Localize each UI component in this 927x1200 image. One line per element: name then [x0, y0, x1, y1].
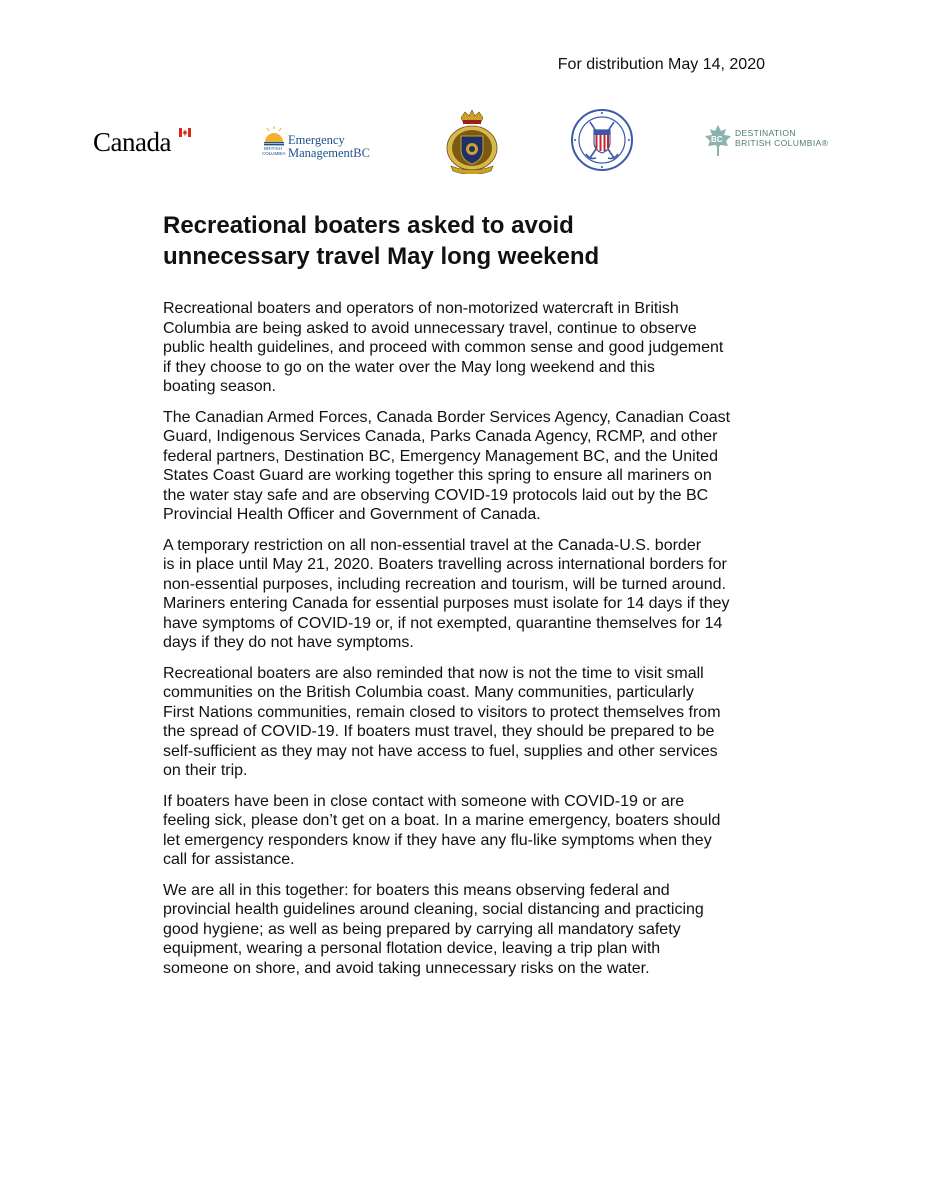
embc-line2: ManagementBC: [288, 146, 370, 160]
embc-province-text: BRITISH COLUMBIA: [262, 146, 286, 156]
press-release-body: [163, 299, 803, 989]
page-title: [163, 210, 783, 272]
paragraph-border-restriction: A temporary restriction on all non-essential travel at the Canada-U.S. border is in place until May 21, 2020. Boaters travelling across international borders for non-essential purposes, including recreation and tourism, will be turned around. Mariners entering Canada for essential purposes must isolate for 14 days if they have symptoms of COVID-19 or, if not exempted, quarantine themselves for 14 days if they do not have symptoms.: [163, 536, 730, 651]
canada-flag-icon: [179, 128, 191, 137]
rcmp-crest-icon: [443, 108, 501, 174]
partner-logos: [0, 108, 927, 178]
dbc-line1: DESTINATION: [735, 128, 796, 138]
paragraph-partners: The Canadian Armed Forces, Canada Border Services Agency, Canadian Coast Guard, Indigenous Services Canada, Parks Canada Agency, RCMP, and other federal partners, Destination BC, Emergency Management BC, and the United States Coast Guard are working together this spring to ensure all mariners on the water stay safe and are observing COVID-19 protocols laid out by the BC Provincial Health Officer and Government of Canada.: [163, 408, 731, 523]
title-line: unnecessary travel May long weekend: [163, 243, 600, 270]
destination-bc-logo: [704, 124, 844, 160]
title-line: Recreational boaters asked to avoid: [163, 212, 574, 239]
canada-wordmark-logo: [93, 126, 171, 158]
canada-wordmark-text: Canada: [93, 127, 171, 157]
paragraph-illness: If boaters have been in close contact with someone with COVID-19 or are feeling sick, please don’t get on a boat. In a marine emergency, boaters should let emergency responders know if they have any flu-like symptoms when they call for assistance.: [163, 792, 721, 868]
distribution-date: For distribution May 14, 2020: [557, 56, 765, 73]
embc-line1: Emergency: [288, 133, 345, 147]
paragraph-together: We are all in this together: for boaters this means observing federal and provincial health guidelines around cleaning, social distancing and practicing good hygiene; as well as being prepared by carrying all mandatory safety equipment, wearing a personal flotation device, leaving a trip plan with someone on shore, and avoid taking unnecessary risks on the water.: [163, 881, 704, 977]
dbc-badge-text: BC: [711, 135, 723, 144]
paragraph-communities: Recreational boaters are also reminded that now is not the time to visit small communities on the British Columbia coast. Many communities, particularly First Nations communities, remain closed to visitors to protect themselves from the spread of COVID-19. If boaters must travel, they should be prepared to be self-sufficient as they may not have access to fuel, supplies and other services on their trip.: [163, 664, 721, 779]
emergency-management-bc-logo: [262, 126, 382, 162]
uscg-seal-icon: [570, 108, 634, 172]
dbc-line2: BRITISH COLUMBIA®: [735, 138, 829, 148]
rcmp-crest-logo: [443, 108, 501, 174]
paragraph-intro: Recreational boaters and operators of non-motorized watercraft in British Columbia are being asked to avoid unnecessary travel, continue to observe public health guidelines, and proceed with common sense and good judgement if they choose to go on the water over the May long weekend and this boating season.: [163, 300, 724, 395]
uscg-seal-logo: [570, 108, 634, 172]
bc-sun-icon: [262, 126, 286, 146]
